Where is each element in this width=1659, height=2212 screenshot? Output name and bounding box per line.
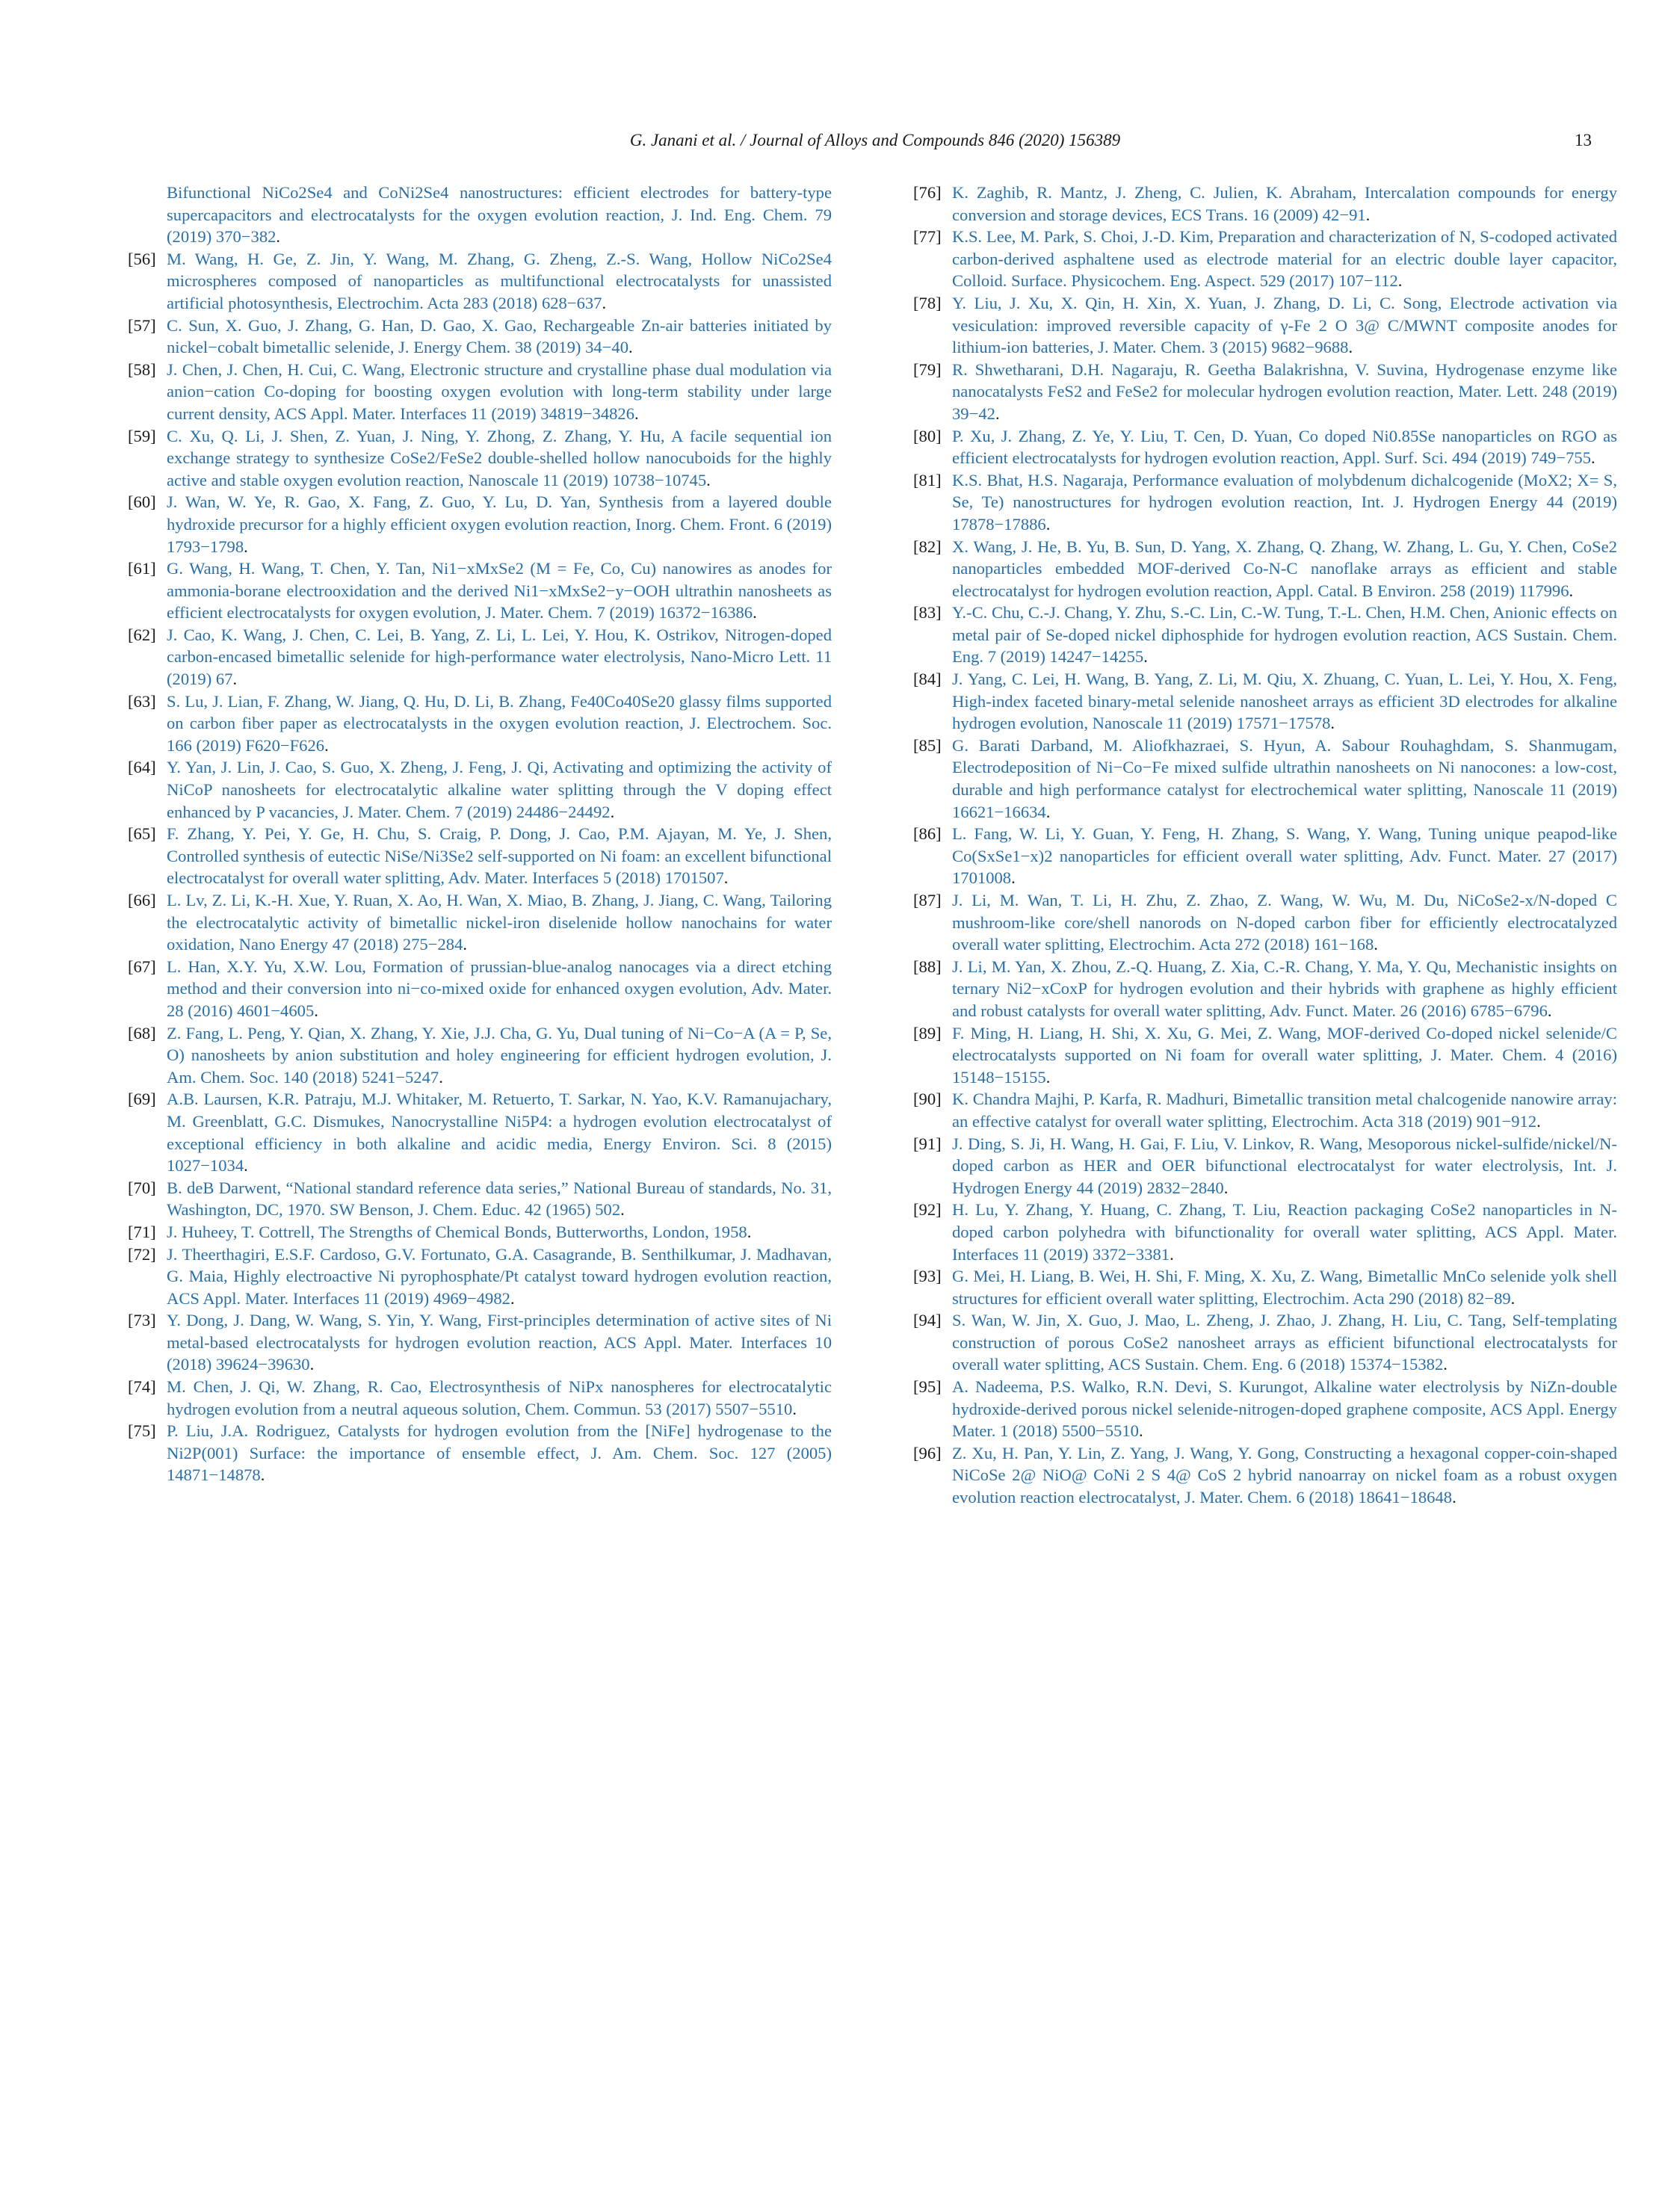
reference-number: [63]	[128, 691, 156, 711]
reference-number: [70]	[128, 1178, 156, 1197]
reference-number: [87]	[913, 891, 942, 909]
reference-link[interactable]: H. Lu, Y. Zhang, Y. Huang, C. Zhang, T. Liu, Reaction packaging CoSe2 nanoparticles in N-doped carbon polyhedra with bifunctionality for overall water splitting, ACS Appl. Mater. Interfaces 11 (2019) 3372−3381	[952, 1200, 1617, 1264]
reference-entry	[913, 226, 1617, 292]
reference-terminator: .	[1443, 1355, 1448, 1374]
reference-terminator: .	[792, 1399, 797, 1418]
reference-entry	[128, 624, 832, 691]
reference-terminator: .	[463, 935, 468, 954]
reference-entry	[913, 1022, 1617, 1089]
reference-terminator: .	[1045, 514, 1051, 534]
reference-terminator: .	[260, 1465, 265, 1485]
reference-terminator: .	[723, 868, 729, 888]
reference-entry	[913, 1088, 1617, 1132]
reference-number: [65]	[128, 824, 156, 844]
reference-link[interactable]: J. Li, M. Wan, T. Li, H. Zhu, Z. Zhao, Z. Wang, W. Wu, M. Du, NiCoSe2-x/N-doped C mushroom-like core/shell nanorods on N-doped carbon fiber for efficiently electrocatalyzed overall water splitting, Electrochim. Acta 272 (2018) 161−168	[952, 891, 1617, 954]
reference-number: [74]	[128, 1377, 156, 1397]
reference-terminator: .	[244, 537, 248, 556]
reference-entry	[913, 889, 1617, 956]
reference-number: [64]	[128, 758, 156, 777]
reference-entry	[913, 469, 1617, 536]
page-number: 13	[1575, 131, 1592, 149]
reference-link[interactable]: F. Ming, H. Liang, H. Shi, X. Xu, G. Mei, Z. Wang, MOF-derived Co-doped nickel selenide/C electrocatalysts supported on Ni foam for overall water splitting, J. Mater. Chem. 4 (2016) 15148−15155	[952, 1023, 1617, 1087]
reference-terminator: .	[747, 1222, 752, 1241]
reference-link[interactable]: J. Chen, J. Chen, H. Cui, C. Wang, Electronic structure and crystalline phase dual modulation via anion−cation Co-doping for boosting oxygen evolution with long-term stability under large current density, ACS Appl. Mater. Interfaces 11 (2019) 34819−34826	[167, 359, 832, 423]
reference-number: [89]	[913, 1023, 942, 1042]
reference-link[interactable]: G. Wang, H. Wang, T. Chen, Y. Tan, Ni1−xMxSe2 (M = Fe, Co, Cu) nanowires as anodes for ammonia-borane electrooxidation and the derived Ni1−xMxSe2−y−OOH ultrathin nanosheets as efficient electrocatalysts for oxygen evolution, J. Mater. Chem. 7 (2019) 16372−16386	[167, 559, 832, 622]
reference-terminator: .	[244, 1156, 248, 1175]
reference-terminator: .	[1045, 1067, 1051, 1087]
reference-terminator: .	[610, 802, 615, 821]
reference-entry	[128, 248, 832, 315]
reference-terminator: .	[1170, 1244, 1174, 1264]
reference-number: [68]	[128, 1023, 156, 1042]
reference-terminator: .	[753, 603, 757, 622]
reference-terminator: .	[634, 404, 639, 423]
reference-list-right	[913, 182, 1617, 1509]
reference-link[interactable]: J. Yang, C. Lei, H. Wang, B. Yang, Z. Li, M. Qiu, X. Zhuang, C. Yuan, L. Lei, Y. Hou, X. Feng, High-index faceted binary-metal selenide nanosheet arrays as efficient 3D electrodes for alkaline hydrogen evolution, Nanoscale 11 (2019) 17571−17578	[952, 670, 1617, 733]
reference-link[interactable]: Z. Fang, L. Peng, Y. Qian, X. Zhang, Y. Xie, J.J. Cha, G. Yu, Dual tuning of Ni−Co−A (A = P, Se, O) nanosheets by anion substitution and holey engineering for efficient hydrogen evolution, J. Am. Chem. Soc. 140 (2018) 5241−5247	[167, 1023, 832, 1087]
reference-link[interactable]: G. Barati Darband, M. Aliofkhazraei, S. Hyun, A. Sabour Rouhaghdam, S. Shanmugam, Electrodeposition of Ni−Co−Fe mixed sulfide ultrathin nanosheets on Ni nanocones: a low-cost, durable and high performance catalyst for electrochemical water splitting, Nanoscale 11 (2019) 16621−16634	[952, 735, 1617, 821]
reference-terminator: .	[628, 338, 633, 357]
reference-number: [92]	[913, 1200, 942, 1220]
reference-link[interactable]: J. Huheey, T. Cottrell, The Strengths of Chemical Bonds, Butterworths, London, 1958	[167, 1222, 747, 1241]
reference-number: [94]	[913, 1311, 942, 1330]
reference-link[interactable]: L. Fang, W. Li, Y. Guan, Y. Feng, H. Zhang, S. Wang, Y. Wang, Tuning unique peapod-like Co(SxSe1−x)2 nanoparticles for efficient overall water splitting, Adv. Funct. Mater. 27 (2017) 1701008	[952, 824, 1617, 888]
reference-number: [71]	[128, 1222, 156, 1241]
running-header	[158, 126, 1592, 155]
reference-entry	[913, 956, 1617, 1022]
reference-terminator: .	[510, 1288, 515, 1308]
reference-link[interactable]: G. Mei, H. Liang, B. Wei, H. Shi, F. Ming, X. Xu, Z. Wang, Bimetallic MnCo selenide yolk shell structures for efficient overall water splitting, Electrochim. Acta 290 (2018) 82−89	[952, 1267, 1617, 1308]
reference-terminator: .	[706, 470, 711, 489]
reference-entry	[913, 823, 1617, 889]
reference-terminator: .	[1591, 448, 1595, 468]
reference-link[interactable]: S. Lu, J. Lian, F. Zhang, W. Jiang, Q. Hu, D. Li, B. Zhang, Fe40Co40Se20 glassy films supported on carbon fiber paper as electrocatalysts in the oxygen evolution reaction, J. Electrochem. Soc. 166 (2019) F620−F626	[167, 691, 832, 755]
reference-entry	[128, 1309, 832, 1376]
reference-link[interactable]: Bifunctional NiCo2Se4 and CoNi2Se4 nanostructures: efficient electrodes for battery-type supercapacitors and electrocatalysts for the oxygen evolution reaction, J. Ind. Eng. Chem. 79 (2019) 370−382	[167, 183, 832, 247]
reference-terminator: .	[1138, 1421, 1143, 1441]
reference-entry	[128, 889, 832, 956]
reference-terminator: .	[1045, 802, 1051, 821]
reference-entry	[128, 315, 832, 359]
reference-entry	[913, 1133, 1617, 1199]
reference-number: [96]	[913, 1443, 942, 1462]
reference-entry	[128, 491, 832, 557]
reference-terminator: .	[1223, 1178, 1229, 1197]
reference-number: [83]	[913, 603, 942, 622]
reference-link[interactable]: K. Chandra Majhi, P. Karfa, R. Madhuri, Bimetallic transition metal chalcogenide nanowire array: an effective catalyst for overall water splitting, Electrochim. Acta 318 (2019) 901−912	[952, 1090, 1617, 1131]
reference-entry	[913, 735, 1617, 823]
reference-link[interactable]: J. Theerthagiri, E.S.F. Cardoso, G.V. Fortunato, G.A. Casagrande, B. Senthilkumar, J. Madhavan, G. Maia, Highly electroactive Ni pyrophosphate/Pt catalyst toward hydrogen evolution reaction, ACS Appl. Mater. Interfaces 11 (2019) 4969−4982	[167, 1244, 832, 1308]
reference-entry	[128, 425, 832, 492]
reference-number: [85]	[913, 735, 942, 755]
reference-link[interactable]: F. Zhang, Y. Pei, Y. Ge, H. Chu, S. Craig, P. Dong, J. Cao, P.M. Ajayan, M. Ye, J. Shen, Controlled synthesis of eutectic NiSe/Ni3Se2 self-supported on Ni foam: an excellent bifunctional electrocatalyst for overall water splitting, Adv. Mater. Interfaces 5 (2018) 1701507	[167, 824, 832, 888]
reference-terminator: .	[620, 1200, 625, 1220]
reference-entry	[128, 1177, 832, 1221]
reference-link[interactable]: X. Wang, J. He, B. Yu, B. Sun, D. Yang, X. Zhang, Q. Zhang, W. Zhang, L. Gu, Y. Chen, CoSe2 nanoparticles embedded MOF-derived Co-N-C nanoflake arrays as efficient and stable electrocatalyst for hydrogen evolution reaction, Appl. Catal. B Environ. 258 (2019) 117996	[952, 537, 1617, 600]
reference-terminator: .	[1536, 1111, 1541, 1131]
reference-link[interactable]: C. Xu, Q. Li, J. Shen, Z. Yuan, J. Ning, Y. Zhong, Z. Zhang, Y. Hu, A facile sequential ion exchange strategy to synthesize CoSe2/FeSe2 double-shelled hollow nanocuboids for the highly active and stable oxygen evolution reaction, Nanoscale 11 (2019) 10738−10745	[167, 426, 832, 489]
reference-number: [72]	[128, 1244, 156, 1264]
reference-link[interactable]: S. Wan, W. Jin, X. Guo, J. Mao, L. Zheng, J. Zhao, J. Zhang, H. Liu, C. Tang, Self-templating construction of porous CoSe2 nanosheet arrays as efficient bifunctional electrocatalysts for overall water splitting, ACS Sustain. Chem. Eng. 6 (2018) 15374−15382	[952, 1311, 1617, 1374]
reference-number: [77]	[913, 227, 942, 247]
reference-terminator: .	[1452, 1488, 1456, 1507]
reference-number: [61]	[128, 559, 156, 578]
reference-number: [62]	[128, 625, 156, 644]
reference-link[interactable]: M. Wang, H. Ge, Z. Jin, Y. Wang, M. Zhang, G. Zheng, Z.-S. Wang, Hollow NiCo2Se4 microspheres composed of nanoparticles as multifunctional electrocatalysts for unassisted artificial photosynthesis, Electrochim. Acta 283 (2018) 628−637	[167, 249, 832, 312]
reference-link[interactable]: P. Xu, J. Zhang, Z. Ye, Y. Liu, T. Cen, D. Yuan, Co doped Ni0.85Se nanoparticles on RGO as efficient electrocatalysts for hydrogen evolution reaction, Appl. Surf. Sci. 494 (2019) 749−755	[952, 426, 1617, 468]
reference-entry	[913, 1376, 1617, 1442]
reference-link[interactable]: L. Han, X.Y. Yu, X.W. Lou, Formation of prussian-blue-analog nanocages via a direct etching method and their conversion into ni−co-mixed oxide for enhanced oxygen evolution, Adv. Mater. 28 (2016) 4601−4605	[167, 957, 832, 1020]
reference-entry	[913, 668, 1617, 735]
reference-link[interactable]: L. Lv, Z. Li, K.-H. Xue, Y. Ruan, X. Ao, H. Wan, X. Miao, B. Zhang, J. Jiang, C. Wang, Tailoring the electrocatalytic activity of bimetallic nickel-iron diselenide hollow nanochains for water oxidation, Nano Energy 47 (2018) 275−284	[167, 891, 832, 954]
reference-link[interactable]: R. Shwetharani, D.H. Nagaraju, R. Geetha Balakrishna, V. Suvina, Hydrogenase enzyme like nanocatalysts FeS2 and FeSe2 for molecular hydrogen evolution reaction, Mater. Lett. 248 (2019) 39−42	[952, 359, 1617, 423]
reference-terminator: .	[1011, 868, 1016, 888]
reference-list-left	[128, 182, 832, 1486]
reference-terminator: .	[1330, 714, 1335, 733]
reference-number: [79]	[913, 359, 942, 379]
reference-link[interactable]: M. Chen, J. Qi, W. Zhang, R. Cao, Electrosynthesis of NiPx nanospheres for electrocatalytic hydrogen evolution from a neutral aqueous solution, Chem. Commun. 53 (2017) 5507−5510	[167, 1377, 832, 1418]
reference-number: [60]	[128, 492, 156, 512]
reference-entry	[913, 1442, 1617, 1509]
reference-number: [88]	[913, 957, 942, 976]
reference-terminator: .	[1569, 581, 1574, 600]
reference-number: [58]	[128, 359, 156, 379]
reference-entry	[128, 1022, 832, 1089]
reference-terminator: .	[995, 404, 1000, 423]
reference-link[interactable]: J. Cao, K. Wang, J. Chen, C. Lei, B. Yang, Z. Li, L. Lei, Y. Hou, K. Ostrikov, Nitrogen-doped carbon-encased bimetallic selenide for high-performance water electrolysis, Nano-Micro Lett. 11 (2019) 67	[167, 625, 832, 689]
reference-link[interactable]: K. Zaghib, R. Mantz, J. Zheng, C. Julien, K. Abraham, Intercalation compounds for energy conversion and storage devices, ECS Trans. 16 (2009) 42−91	[952, 183, 1617, 224]
reference-terminator: .	[1365, 205, 1371, 224]
reference-number: [86]	[913, 824, 942, 844]
reference-link[interactable]: Z. Xu, H. Pan, Y. Lin, Z. Yang, J. Wang, Y. Gong, Constructing a hexagonal copper-coin-shaped NiCoSe 2@ NiO@ CoNi 2 S 4@ CoS 2 hybrid nanoarray on nickel foam as a robust oxygen evolution reaction electrocatalyst, J. Mater. Chem. 6 (2018) 18641−18648	[952, 1443, 1617, 1507]
reference-number: [84]	[913, 670, 942, 689]
reference-number: [93]	[913, 1267, 942, 1286]
reference-link[interactable]: Y. Liu, J. Xu, X. Qin, H. Xin, X. Yuan, J. Zhang, D. Li, C. Song, Electrode activation via vesiculation: improved reversible capacity of γ-Fe 2 O 3@ C/MWNT composite anodes for lithium-ion batteries, J. Mater. Chem. 3 (2015) 9682−9688	[952, 293, 1617, 357]
reference-terminator: .	[439, 1067, 443, 1087]
reference-number: [69]	[128, 1090, 156, 1109]
reference-terminator: .	[1374, 935, 1378, 954]
reference-number: [95]	[913, 1377, 942, 1397]
reference-number: [76]	[913, 183, 942, 202]
reference-link[interactable]: P. Liu, J.A. Rodriguez, Catalysts for hydrogen evolution from the [NiFe] hydrogenase to the Ni2P(001) Surface: the importance of ensemble effect, J. Am. Chem. Soc. 127 (2005) 14871−14878	[167, 1421, 832, 1485]
reference-link[interactable]: A.B. Laursen, K.R. Patraju, M.J. Whitaker, M. Retuerto, T. Sarkar, N. Yao, K.V. Ramanujachary, M. Greenblatt, G.C. Dismukes, Nanocrystalline Ni5P4: a hydrogen evolution electrocatalyst of exceptional efficiency in both alkaline and acidic media, Energy Environ. Sci. 8 (2015) 1027−1034	[167, 1090, 832, 1175]
reference-entry	[128, 1221, 800, 1244]
reference-link[interactable]: B. deB Darwent, “National standard reference data series,” National Bureau of standards, No. 31, Washington, DC, 1970. SW Benson, J. Chem. Educ. 42 (1965) 502	[167, 1178, 832, 1220]
reference-entry	[128, 1244, 832, 1310]
reference-number: [59]	[128, 426, 156, 445]
reference-link[interactable]: K.S. Lee, M. Park, S. Choi, J.-D. Kim, Preparation and characterization of N, S-codoped activated carbon-derived asphaltene used as electrode material for an electric double layer capacitor, Colloid. Surface. Physicochem. Eng. Aspect. 529 (2017) 107−112	[952, 227, 1617, 291]
reference-entry	[128, 756, 832, 823]
reference-link[interactable]: Y.-C. Chu, C.-J. Chang, Y. Zhu, S.-C. Lin, C.-W. Tung, T.-L. Chen, H.M. Chen, Anionic effects on metal pair of Se-doped nickel diphosphide for hydrogen evolution reaction, ACS Sustain. Chem. Eng. 7 (2019) 14247−14255	[952, 603, 1617, 667]
reference-terminator: .	[1397, 271, 1403, 291]
reference-entry	[128, 557, 832, 624]
reference-entry	[913, 1265, 1617, 1309]
reference-terminator: .	[602, 293, 607, 312]
reference-number: [80]	[913, 426, 942, 445]
reference-number: [81]	[913, 470, 942, 489]
reference-entry	[128, 1376, 832, 1420]
reference-entry	[128, 1088, 832, 1176]
reference-link[interactable]: C. Sun, X. Guo, J. Zhang, G. Han, D. Gao, X. Gao, Rechargeable Zn-air batteries initiated by nickel−cobalt bimetallic selenide, J. Energy Chem. 38 (2019) 34−40	[167, 315, 832, 357]
reference-entry	[913, 182, 1617, 226]
reference-terminator: .	[1348, 338, 1353, 357]
reference-entry	[128, 956, 832, 1022]
reference-entry	[913, 1199, 1617, 1265]
reference-entry	[128, 823, 832, 889]
running-title: G. Janani et al. / Journal of Alloys and Compounds 846 (2020) 156389	[629, 131, 1121, 149]
reference-number: [90]	[913, 1090, 942, 1109]
reference-number: [66]	[128, 891, 156, 909]
reference-number: [82]	[913, 537, 942, 556]
reference-entry	[913, 1309, 1617, 1376]
reference-terminator: .	[232, 670, 238, 689]
reference-link[interactable]: J. Li, M. Yan, X. Zhou, Z.-Q. Huang, Z. Xia, C.-R. Chang, Y. Ma, Y. Qu, Mechanistic insights on ternary Ni2−xCoxP for hydrogen evolution and their hybrids with graphene as highly efficient and robust catalysts for overall water splitting, Adv. Funct. Mater. 26 (2016) 6785−6796	[952, 957, 1617, 1020]
reference-number: [73]	[128, 1311, 156, 1330]
reference-terminator: .	[1510, 1288, 1516, 1308]
reference-link[interactable]: K.S. Bhat, H.S. Nagaraja, Performance evaluation of molybdenum dichalcogenide (MoX2; X= S, Se, Te) nanostructures for hydrogen evolution reaction, Int. J. Hydrogen Energy 44 (2019) 17878−17886	[952, 470, 1617, 534]
reference-number: [67]	[128, 957, 156, 976]
reference-entry	[913, 292, 1617, 359]
reference-link[interactable]: Y. Yan, J. Lin, J. Cao, S. Guo, X. Zheng, J. Feng, J. Qi, Activating and optimizing the activity of NiCoP nanosheets for electrocatalytic alkaline water splitting through the V doping effect enhanced by P vacancies, J. Mater. Chem. 7 (2019) 24486−24492	[167, 758, 832, 821]
reference-terminator: .	[1143, 647, 1148, 667]
reference-terminator: .	[309, 1355, 315, 1374]
reference-number: [75]	[128, 1421, 156, 1441]
reference-number: [78]	[913, 293, 942, 312]
reference-link[interactable]: Y. Dong, J. Dang, W. Wang, S. Yin, Y. Wang, First-principles determination of active sites of Ni metal-based electrocatalysts for hydrogen evolution reaction, ACS Appl. Mater. Interfaces 10 (2018) 39624−39630	[167, 1311, 832, 1374]
reference-entry	[913, 602, 1617, 668]
reference-entry	[128, 1420, 832, 1486]
reference-terminator: .	[324, 735, 329, 755]
reference-entry	[913, 536, 1617, 602]
reference-terminator: .	[314, 1001, 318, 1020]
reference-link[interactable]: J. Wan, W. Ye, R. Gao, X. Fang, Z. Guo, Y. Lu, D. Yan, Synthesis from a layered double hydroxide precursor for a highly efficient oxygen evolution reaction, Inorg. Chem. Front. 6 (2019) 1793−1798	[167, 492, 832, 556]
reference-number: [56]	[128, 249, 156, 268]
reference-entry	[128, 182, 832, 248]
reference-entry	[128, 359, 832, 425]
reference-link[interactable]: A. Nadeema, P.S. Walko, R.N. Devi, S. Kurungot, Alkaline water electrolysis by NiZn-double hydroxide-derived porous nickel selenide-nitrogen-doped graphene composite, ACS Appl. Energy Mater. 1 (2018) 5500−5510	[952, 1377, 1617, 1441]
reference-terminator: .	[276, 227, 281, 247]
reference-entry	[128, 691, 832, 757]
reference-entry	[913, 359, 1617, 425]
reference-terminator: .	[1547, 1001, 1552, 1020]
reference-link[interactable]: J. Ding, S. Ji, H. Wang, H. Gai, F. Liu, V. Linkov, R. Wang, Mesoporous nickel-sulfide/nickel/N-doped carbon as HER and OER bifunctional electrocatalyst for water electrolysis, Int. J. Hydrogen Energy 44 (2019) 2832−2840	[952, 1134, 1617, 1197]
reference-number: [91]	[913, 1134, 942, 1153]
reference-entry	[913, 425, 1617, 469]
reference-number: [57]	[128, 315, 156, 335]
